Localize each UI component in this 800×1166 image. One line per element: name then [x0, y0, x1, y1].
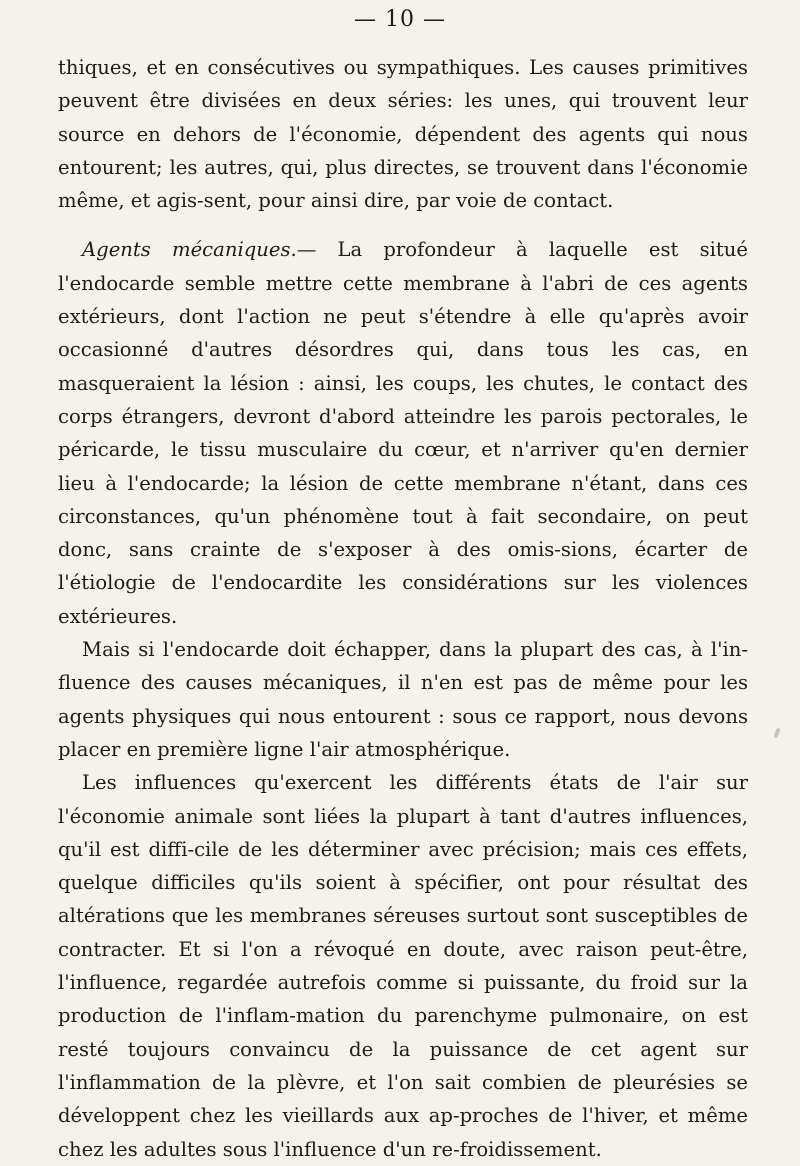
paragraph-causes-mecaniques: Mais si l'endocarde doit échapper, dans la plupart des cas, à l'in-fluence des causes mécaniques, il n'en est pas de même pour les agents physiques qui nous entourent : sous ce rapport, nous devons placer en première ligne l'air atmosphérique.: [58, 638, 748, 761]
margin-mark: [773, 728, 780, 739]
page-number: — 10 —: [354, 7, 446, 32]
paragraph-continuation: thiques, et en consécutives ou sympathiques. Les causes primitives peuvent être divisées en deux séries: les unes, qui trouvent leur source en dehors de l'économie, dépendent des agents qui nous entourent; les autres, qui, plus directes, se trouvent dans l'économie même, et agis-sent, pour ainsi dire, par voie de contact.: [58, 56, 748, 213]
paragraph-agents-mecaniques: [58, 233, 748, 633]
section-title: Agents mécaniques.: [82, 238, 297, 262]
paragraph-body: — La profondeur à laquelle est situé l'endocarde semble mettre cette membrane à l'abri de ces agents extérieurs, dont l'action ne peut s'étendre à elle qu'après avoir occasionné d'autres désordres qui, dans tous les cas, en masqueraient la lésion : ainsi, les coups, les chutes, le contact des corps étrangers, devront d'abord atteindre les parois pectorales, le péricarde, le tissu musculaire du cœur, et n'arriver qu'en dernier lieu à l'endocarde; la lésion de cette membrane n'étant, dans ces circonstances, qu'un phénomène tout à fait secondaire, on peut donc, sans crainte de s'exposer à des omis-sions, écarter de l'étiologie de l'endocardite les considérations sur les violences extérieures.: [58, 238, 748, 628]
body-text: [58, 51, 748, 1166]
paragraph-influences-air: Les influences qu'exercent les différents états de l'air sur l'économie animale sont liées la plupart à tant d'autres influences, qu'il est diffi-cile de les déterminer avec précision; mais ces effets, quelque difficiles qu'ils soient à spécifier, ont pour résultat des altérations que les membranes séreuses surtout sont susceptibles de contracter. Et si l'on a révoqué en doute, avec raison peut-être, l'influence, regardée autrefois comme si puissante, du froid sur la production de l'inflam-mation du parenchyme pulmonaire, on est resté toujours convaincu de la puissance de cet agent sur l'inflammation de la plèvre, et l'on sait combien de pleurésies se développent chez les vieillards aux ap-proches de l'hiver, et même chez les adultes sous l'influence d'un re-froidissement.: [58, 771, 748, 1161]
